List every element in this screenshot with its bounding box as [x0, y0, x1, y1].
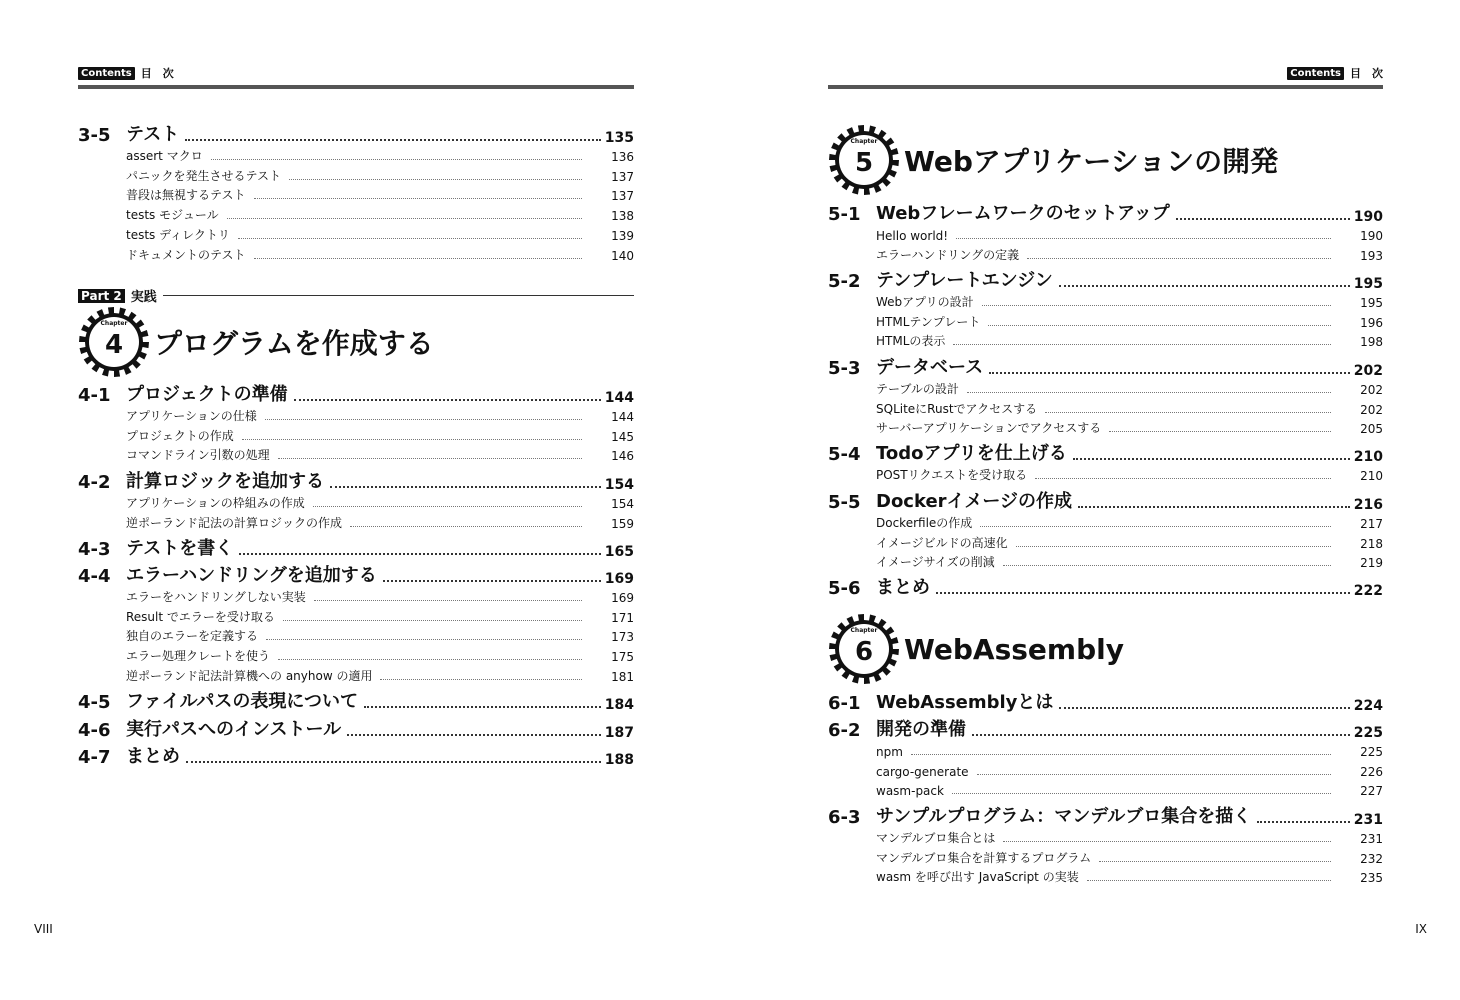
section-number: 4-4: [78, 566, 111, 587]
subsection-page: 171: [611, 610, 634, 625]
toc-subsection[interactable]: [78, 245, 634, 263]
leader-dots: [1035, 478, 1331, 479]
leader-dots: [967, 392, 1331, 393]
section-number: 6-2: [828, 720, 861, 741]
toc-section[interactable]: [828, 443, 1383, 465]
section-page: 225: [1353, 725, 1383, 741]
leader-dots: [238, 238, 582, 239]
section-page: 154: [604, 477, 634, 493]
running-header: [1287, 65, 1383, 81]
section-number: 4-2: [78, 472, 111, 493]
section-title: サンプルプログラム：マンデルブロ集合を描く: [876, 806, 1252, 827]
subsection-title: パニックを発生させるテスト: [126, 168, 282, 183]
subsection-title: HTMLテンプレート: [876, 314, 981, 329]
leader-dots: [211, 159, 582, 160]
subsection-page: 173: [611, 630, 634, 645]
leader-dots: [1078, 506, 1350, 508]
subsection-title: 独自のエラーを定義する: [126, 629, 259, 644]
subsection-page: 198: [1360, 335, 1383, 350]
leader-dots: [982, 305, 1331, 306]
chapter-title: プログラムを作成する: [154, 327, 434, 360]
header-rule: [78, 85, 634, 89]
subsection-page: 137: [611, 169, 634, 184]
leader-dots: [1027, 258, 1331, 259]
toc-subsection[interactable]: [78, 445, 634, 463]
page-number: IX: [1415, 922, 1427, 936]
toc-subsection[interactable]: [828, 225, 1383, 243]
section-title: 開発の準備: [876, 719, 966, 740]
subsection-title: ドキュメントのテスト: [126, 247, 246, 262]
header-rule: [828, 85, 1383, 89]
section-number: 4-1: [78, 385, 111, 406]
leader-dots: [239, 553, 600, 555]
section-page: 195: [1353, 276, 1383, 292]
toc-section[interactable]: [828, 577, 1383, 599]
toc-subsection[interactable]: [78, 166, 634, 184]
section-title: まとめ: [876, 577, 930, 598]
leader-dots: [347, 734, 601, 736]
subsection-page: 145: [611, 429, 634, 444]
subsection-page: 227: [1360, 784, 1383, 799]
toc-subsection[interactable]: [828, 418, 1383, 436]
toc-subsection[interactable]: [78, 607, 634, 625]
section-title: Todoアプリを仕上げる: [876, 443, 1067, 464]
subsection-page: 139: [611, 228, 634, 243]
subsection-title: 逆ポーランド記法の計算ロジックの作成: [126, 515, 343, 530]
section-number: 5-1: [828, 204, 861, 225]
leader-dots: [278, 458, 582, 459]
leader-dots: [254, 198, 582, 199]
subsection-title: assert マクロ: [126, 149, 203, 163]
subsection-title: マンデルブロ集合を計算するプログラム: [876, 850, 1092, 865]
running-header: [78, 65, 174, 81]
subsection-title: SQLiteにRustでアクセスする: [876, 401, 1038, 416]
section-number: 4-6: [78, 720, 111, 741]
subsection-title: Result でエラーを受け取る: [126, 609, 275, 624]
subsection-title: エラーをハンドリングしない実装: [126, 590, 306, 604]
leader-dots: [330, 486, 601, 488]
subsection-page: 202: [1360, 383, 1383, 397]
section-number: 5-2: [828, 271, 861, 292]
subsection-title: エラー処理クレートを使う: [126, 649, 271, 664]
subsection-page: 140: [611, 248, 634, 263]
subsection-title: 逆ポーランド記法計算機への anyhow の適用: [126, 668, 373, 683]
page-number: VIII: [34, 922, 53, 936]
leader-dots: [383, 580, 601, 582]
section-page: 190: [1353, 209, 1383, 225]
toc-section[interactable]: [828, 692, 1383, 714]
subsection-title: npm: [876, 745, 903, 759]
subsection-title: 普段は無視するテスト: [126, 188, 246, 203]
chapter-title: WebAssembly: [904, 632, 1124, 666]
toc-subsection[interactable]: [828, 292, 1383, 310]
leader-dots: [1257, 821, 1349, 823]
subsection-page: 205: [1360, 422, 1383, 437]
leader-dots: [1176, 218, 1350, 220]
subsection-page: 231: [1360, 832, 1383, 846]
toc-subsection[interactable]: [78, 225, 634, 243]
section-page: 135: [604, 130, 634, 146]
toc-subsection[interactable]: [78, 426, 634, 444]
leader-dots: [227, 218, 582, 219]
subsection-page: 138: [611, 209, 634, 224]
toc-section[interactable]: [828, 203, 1383, 225]
header-label: 目 次: [140, 67, 174, 80]
subsection-page: 144: [611, 410, 634, 424]
leader-dots: [185, 139, 600, 141]
subsection-title: Hello world!: [876, 229, 949, 243]
subsection-page: 175: [611, 650, 634, 665]
leader-dots: [364, 706, 601, 708]
section-page: 165: [604, 544, 634, 560]
leader-dots: [936, 592, 1350, 594]
section-number: 4-3: [78, 539, 111, 560]
toc-section[interactable]: [828, 491, 1383, 513]
section-title: データベース: [876, 357, 984, 378]
subsection-page: 210: [1360, 469, 1383, 483]
toc-subsection[interactable]: [78, 666, 634, 684]
subsection-title: wasm を呼び出す JavaScript の実装: [876, 870, 1079, 885]
subsection-title: イメージビルドの高速化: [876, 535, 1008, 550]
chapter-title: Webアプリケーションの開発: [904, 145, 1279, 178]
toc-section[interactable]: [78, 746, 634, 768]
leader-dots: [1059, 285, 1350, 287]
leader-dots: [242, 439, 582, 440]
subsection-page: 195: [1360, 296, 1383, 310]
chapter-heading: [78, 306, 434, 378]
subsection-page: 219: [1360, 556, 1383, 571]
subsection-page: 159: [611, 516, 634, 531]
leader-dots: [186, 761, 601, 763]
section-number: 4-7: [78, 747, 111, 768]
section-title: テスト: [126, 124, 180, 145]
leader-dots: [289, 179, 582, 180]
toc-section[interactable]: [78, 691, 634, 713]
leader-dots: [278, 659, 582, 660]
toc-subsection[interactable]: [78, 185, 634, 203]
toc-section[interactable]: [78, 565, 634, 587]
chapter-label: Chapter: [100, 320, 128, 327]
toc-section[interactable]: [828, 357, 1383, 379]
toc-subsection[interactable]: [828, 399, 1383, 417]
chapter-number: 6: [854, 637, 874, 667]
section-page: 169: [604, 571, 634, 587]
toc-subsection[interactable]: [78, 205, 634, 223]
section-title: テンプレートエンジン: [876, 270, 1053, 291]
toc-section[interactable]: [78, 124, 634, 146]
subsection-title: HTMLの表示: [876, 334, 946, 349]
section-page: 222: [1353, 583, 1383, 599]
section-number: 5-3: [828, 358, 861, 379]
subsection-page: 190: [1360, 229, 1383, 243]
part-tag: Part 2: [78, 289, 125, 303]
subsection-title: cargo-generate: [876, 764, 969, 779]
leader-dots: [1073, 458, 1350, 460]
section-number: 3-5: [78, 125, 111, 146]
subsection-title: プロジェクトの作成: [126, 428, 234, 443]
toc-section[interactable]: [828, 719, 1383, 741]
leader-dots: [314, 600, 582, 601]
toc-section[interactable]: [828, 806, 1383, 828]
toc-subsection[interactable]: [828, 828, 1383, 846]
chapter-number: 5: [854, 148, 874, 178]
subsection-title: マンデルブロ集合とは: [876, 831, 996, 845]
section-title: 実行パスへのインストール: [126, 719, 342, 740]
subsection-page: 146: [611, 449, 634, 464]
subsection-page: 137: [611, 189, 634, 204]
section-page: 224: [1353, 698, 1383, 714]
toc-section[interactable]: [78, 384, 634, 406]
toc-section[interactable]: [828, 270, 1383, 292]
section-page: 188: [604, 752, 634, 768]
toc-subsection[interactable]: [78, 646, 634, 664]
subsection-title: イメージサイズの削減: [876, 555, 995, 570]
leader-dots: [294, 399, 601, 401]
subsection-title: tests モジュール: [126, 208, 219, 223]
leader-dots: [1059, 707, 1349, 709]
subsection-title: tests ディレクトリ: [126, 227, 230, 242]
leader-dots: [1003, 565, 1331, 566]
section-title: まとめ: [126, 746, 180, 767]
chapter-gear-badge: [828, 124, 900, 196]
section-number: 5-6: [828, 578, 861, 599]
section-page: 231: [1353, 812, 1383, 828]
leader-dots: [283, 620, 582, 621]
subsection-title: エラーハンドリングの定義: [876, 247, 1020, 262]
toc-section[interactable]: [78, 719, 634, 741]
toc-subsection[interactable]: [828, 848, 1383, 866]
section-title: プロジェクトの準備: [126, 384, 288, 405]
section-number: 6-1: [828, 693, 861, 714]
section-title: テストを書く: [126, 538, 234, 559]
section-page: 187: [604, 725, 634, 741]
leader-dots: [380, 679, 582, 680]
section-page: 184: [604, 697, 634, 713]
subsection-page: 169: [611, 591, 634, 605]
leader-dots: [313, 506, 582, 507]
section-title: Dockerイメージの作成: [876, 491, 1073, 512]
subsection-page: 226: [1360, 764, 1383, 779]
leader-dots: [1003, 841, 1331, 842]
leader-dots: [350, 526, 582, 527]
leader-dots: [1099, 861, 1331, 862]
header-label: 目 次: [1350, 67, 1383, 80]
toc-subsection[interactable]: [828, 867, 1383, 885]
subsection-title: Dockerfileの作成: [876, 516, 973, 530]
leader-dots: [1109, 431, 1331, 432]
toc-subsection[interactable]: [828, 245, 1383, 263]
section-number: 4-5: [78, 692, 111, 713]
subsection-page: 235: [1360, 871, 1383, 886]
subsection-title: wasm-pack: [876, 784, 944, 799]
subsection-title: テーブルの設計: [876, 382, 959, 396]
leader-dots: [1087, 880, 1331, 881]
section-title: ファイルパスの表現について: [126, 691, 359, 712]
subsection-page: 217: [1360, 517, 1383, 531]
leader-dots: [956, 238, 1331, 239]
toc-subsection[interactable]: [828, 312, 1383, 330]
part-heading: [78, 286, 634, 305]
part-rule: [163, 295, 634, 296]
chapter-heading: [828, 124, 1278, 196]
toc-subsection[interactable]: [828, 331, 1383, 349]
toc-section[interactable]: [78, 538, 634, 560]
leader-dots: [953, 344, 1331, 345]
toc-subsection[interactable]: [78, 493, 634, 511]
section-title: Webフレームワークのセットアップ: [876, 203, 1170, 224]
subsection-title: コマンドライン引数の処理: [126, 448, 270, 463]
toc-subsection[interactable]: [828, 533, 1383, 551]
toc-subsection[interactable]: [78, 146, 634, 164]
toc-subsection[interactable]: [828, 379, 1383, 397]
section-number: 5-4: [828, 444, 861, 465]
leader-dots: [972, 734, 1350, 736]
toc-subsection[interactable]: [828, 552, 1383, 570]
leader-dots: [911, 754, 1331, 755]
toc-subsection[interactable]: [78, 626, 634, 644]
section-number: 5-5: [828, 492, 861, 513]
subsection-page: 154: [611, 497, 634, 511]
section-number: 6-3: [828, 807, 861, 828]
section-page: 216: [1353, 497, 1383, 513]
leader-dots: [977, 774, 1331, 775]
toc-subsection[interactable]: [78, 587, 634, 605]
subsection-page: 225: [1360, 745, 1383, 759]
subsection-page: 193: [1360, 248, 1383, 263]
toc-section[interactable]: [78, 471, 634, 493]
subsection-title: アプリケーションの仕様: [126, 409, 257, 423]
contents-tag: Contents: [1287, 67, 1344, 80]
leader-dots: [265, 419, 582, 420]
leader-dots: [988, 325, 1331, 326]
toc-subsection[interactable]: [828, 513, 1383, 531]
section-title: エラーハンドリングを追加する: [126, 565, 377, 586]
section-title: 計算ロジックを追加する: [126, 471, 324, 492]
part-title: 実践: [130, 290, 157, 305]
chapter-label: Chapter: [850, 627, 878, 634]
toc-subsection[interactable]: [78, 406, 634, 424]
leader-dots: [1016, 546, 1331, 547]
chapter-heading: [828, 613, 1124, 685]
toc-subsection[interactable]: [828, 741, 1383, 759]
subsection-title: POSTリクエストを受け取る: [876, 468, 1028, 482]
subsection-page: 196: [1360, 315, 1383, 330]
leader-dots: [980, 526, 1331, 527]
subsection-title: Webアプリの設計: [876, 295, 974, 309]
toc-subsection[interactable]: [828, 465, 1383, 483]
chapter-gear-badge: [828, 613, 900, 685]
subsection-page: 232: [1360, 851, 1383, 866]
left-page: [34, 0, 634, 1000]
subsection-title: アプリケーションの枠組みの作成: [126, 496, 305, 510]
subsection-page: 181: [611, 669, 634, 684]
leader-dots: [1045, 412, 1331, 413]
subsection-title: サーバーアプリケーションでアクセスする: [876, 421, 1102, 436]
section-page: 210: [1353, 449, 1383, 465]
chapter-gear-badge: [78, 306, 150, 378]
leader-dots: [989, 372, 1350, 374]
toc-subsection[interactable]: [78, 513, 634, 531]
chapter-label: Chapter: [850, 138, 878, 145]
leader-dots: [952, 793, 1331, 794]
section-page: 202: [1353, 363, 1383, 379]
subsection-page: 202: [1360, 402, 1383, 417]
toc-subsection[interactable]: [828, 780, 1383, 798]
subsection-page: 136: [611, 150, 634, 164]
section-title: WebAssemblyとは: [876, 692, 1054, 713]
leader-dots: [254, 258, 582, 259]
contents-tag: Contents: [78, 67, 135, 80]
chapter-number: 4: [104, 330, 124, 360]
leader-dots: [266, 639, 582, 640]
right-page: [828, 0, 1427, 1000]
subsection-page: 218: [1360, 536, 1383, 551]
toc-subsection[interactable]: [828, 761, 1383, 779]
section-page: 144: [604, 390, 634, 406]
